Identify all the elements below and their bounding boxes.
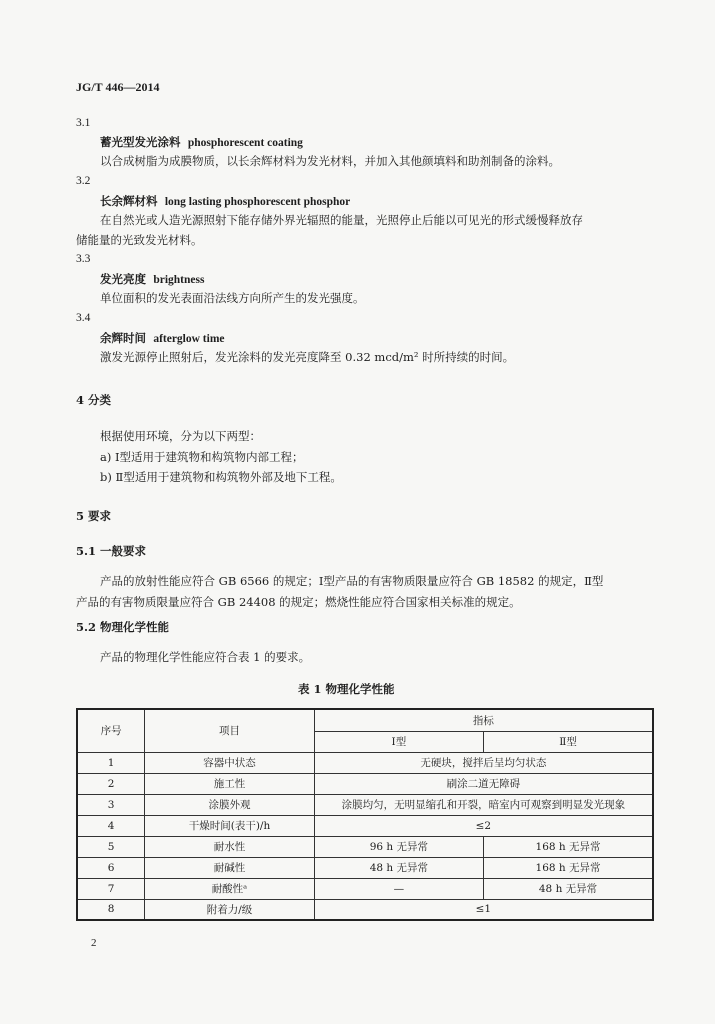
table-row bbox=[77, 794, 653, 815]
cell-no: 5 bbox=[77, 836, 145, 857]
cell-item: 容器中状态 bbox=[145, 752, 314, 773]
term-en: afterglow time bbox=[153, 333, 225, 345]
cell-type2: 48 h 无异常 bbox=[484, 878, 653, 899]
cell-no: 7 bbox=[77, 878, 145, 899]
section-5-2-title: 5.2 物理化学性能 bbox=[76, 620, 170, 634]
term-cn: 余辉时间 bbox=[100, 331, 146, 345]
term-en: long lasting phosphorescent phosphor bbox=[164, 196, 351, 208]
section-4-intro: 根据使用环境，分为以下两型： bbox=[100, 429, 261, 443]
cell-value: ≤2 bbox=[314, 815, 653, 836]
table-row bbox=[77, 752, 653, 773]
table-row bbox=[77, 836, 653, 857]
document-code: JG/T 446—2014 bbox=[76, 80, 160, 94]
cell-value: 涂膜均匀，无明显缩孔和开裂，暗室内可观察到明显发光现象 bbox=[314, 794, 653, 815]
table-row bbox=[77, 815, 653, 836]
cell-no: 8 bbox=[77, 899, 145, 920]
cell-no: 6 bbox=[77, 857, 145, 878]
table-row bbox=[77, 899, 653, 920]
cell-item: 干燥时间(表干)/h bbox=[145, 815, 314, 836]
header-item: 项目 bbox=[145, 709, 314, 752]
term-heading bbox=[100, 134, 303, 150]
properties-table bbox=[76, 708, 654, 921]
term-cn: 发光亮度 bbox=[100, 272, 146, 286]
header-no: 序号 bbox=[77, 709, 145, 752]
table-row bbox=[77, 878, 653, 899]
cell-no: 1 bbox=[77, 752, 145, 773]
term-heading bbox=[100, 193, 350, 209]
cell-item: 耐水性 bbox=[145, 836, 314, 857]
term-definition: 激发光源停止照射后，发光涂料的发光亮度降至 0.32 mcd/m² 时所持续的时间。 bbox=[100, 350, 515, 364]
term-en: phosphorescent coating bbox=[187, 137, 303, 149]
cell-no: 2 bbox=[77, 773, 145, 794]
section-5-2-text: 产品的物理化学性能应符合表 1 的要求。 bbox=[100, 650, 311, 664]
term-definition: 以合成树脂为成膜物质，以长余辉材料为发光材料，并加入其他颜填料和助剂制备的涂料。 bbox=[100, 154, 560, 168]
cell-item: 施工性 bbox=[145, 773, 314, 794]
cell-type1: 48 h 无异常 bbox=[314, 857, 483, 878]
table-row bbox=[77, 773, 653, 794]
section-5-title: 5 要求 bbox=[76, 509, 112, 523]
page-number: 2 bbox=[91, 937, 97, 949]
term-cn: 长余辉材料 bbox=[100, 194, 158, 208]
cell-type1: — bbox=[314, 878, 483, 899]
term-definition: 单位面积的发光表面沿法线方向所产生的发光强度。 bbox=[100, 291, 365, 305]
term-number: 3.2 bbox=[76, 175, 91, 187]
header-type2: Ⅱ型 bbox=[484, 731, 653, 752]
cell-item: 涂膜外观 bbox=[145, 794, 314, 815]
header-type1: Ⅰ型 bbox=[314, 731, 483, 752]
cell-item: 耐酸性ᵃ bbox=[145, 878, 314, 899]
cell-item: 附着力/级 bbox=[145, 899, 314, 920]
term-en: brightness bbox=[153, 274, 205, 286]
section-5-1-title: 5.1 一般要求 bbox=[76, 544, 147, 558]
cell-type2: 168 h 无异常 bbox=[484, 836, 653, 857]
cell-value: ≤1 bbox=[314, 899, 653, 920]
term-number: 3.4 bbox=[76, 312, 91, 324]
table-row bbox=[77, 857, 653, 878]
header-index: 指标 bbox=[314, 709, 653, 731]
cell-no: 3 bbox=[77, 794, 145, 815]
cell-item: 耐碱性 bbox=[145, 857, 314, 878]
term-definition: 在自然光或人造光源照射下能存储外界光辐照的能量，光照停止后能以可见光的形式缓慢释放存 bbox=[100, 213, 583, 227]
cell-no: 4 bbox=[77, 815, 145, 836]
list-item: a) Ⅰ型适用于建筑物和构筑物内部工程； bbox=[100, 450, 304, 464]
term-definition: 储能量的光致发光材料。 bbox=[76, 233, 203, 247]
cell-value: 刷涂二道无障碍 bbox=[314, 773, 653, 794]
term-heading bbox=[100, 330, 225, 346]
section-5-1-text: 产品的有害物质限量应符合 GB 24408 的规定；燃烧性能应符合国家相关标准的规定。 bbox=[76, 595, 521, 609]
term-number: 3.3 bbox=[76, 253, 91, 265]
term-heading bbox=[100, 271, 204, 287]
cell-type1: 96 h 无异常 bbox=[314, 836, 483, 857]
cell-value: 无硬块，搅拌后呈均匀状态 bbox=[314, 752, 653, 773]
table-caption: 表 1 物理化学性能 bbox=[298, 682, 395, 696]
term-cn: 蓄光型发光涂料 bbox=[100, 135, 181, 149]
term-number: 3.1 bbox=[76, 117, 91, 129]
list-item: b) Ⅱ型适用于建筑物和构筑物外部及地下工程。 bbox=[100, 470, 342, 484]
section-5-1-text: 产品的放射性能应符合 GB 6566 的规定；Ⅰ型产品的有害物质限量应符合 GB 18582 的规定，Ⅱ型 bbox=[100, 574, 604, 588]
cell-type2: 168 h 无异常 bbox=[484, 857, 653, 878]
section-4-title: 4 分类 bbox=[76, 393, 112, 407]
